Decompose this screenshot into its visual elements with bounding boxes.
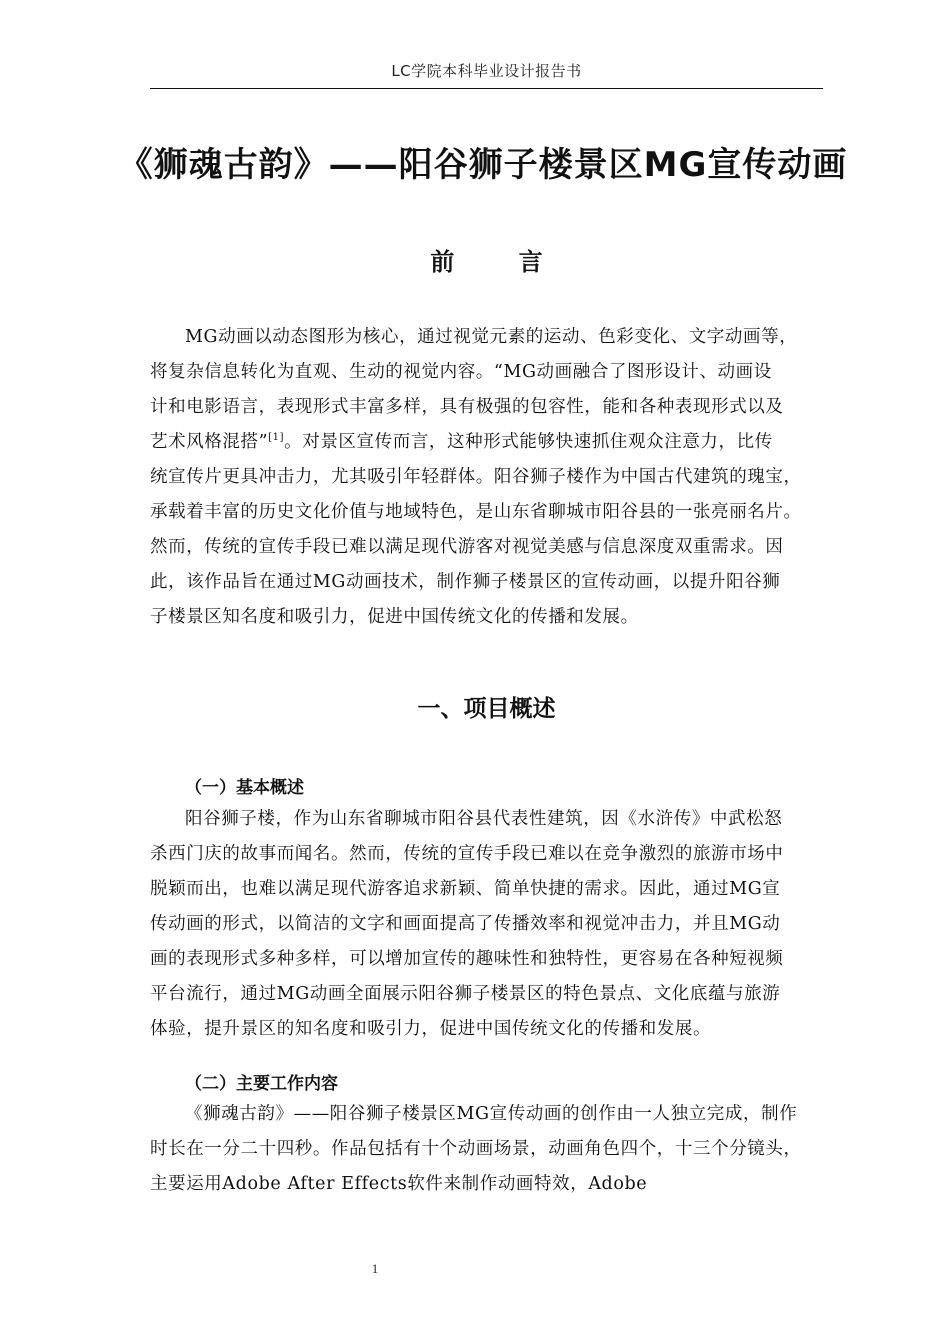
text-line: 主要运用Adobe After Effects软件来制作动画特效，Adobe — [150, 1174, 648, 1194]
text-line: 平台流行，通过MG动画全面展示阳谷狮子楼景区的特色景点、文化底蕴与旅游 — [150, 984, 781, 1004]
text-line: 计和电影语言，表现形式丰富多样，具有极强的包容性，能和各种表现形式以及 — [150, 397, 784, 417]
text-line: 统宣传片更具冲击力，尤其吸引年轻群体。阳谷狮子楼作为中国古代建筑的瑰宝， — [150, 467, 802, 487]
text-line: 阳谷狮子楼，作为山东省聊城市阳谷县代表性建筑，因《水浒传》中武松怒 — [185, 809, 783, 829]
citation-marker: [1] — [268, 432, 285, 444]
text-line: 子楼景区知名度和吸引力，促进中国传统文化的传播和发展。 — [150, 607, 639, 627]
text-line: 画的表现形式多种多样，可以增加宣传的趣味性和独特性，更容易在各种短视频 — [150, 949, 784, 969]
text-line: 此，该作品旨在通过MG动画技术，制作狮子楼景区的宣传动画，以提升阳谷狮 — [150, 572, 781, 592]
text-line: 时长在一分二十四秒。作品包括有十个动画场景，动画角色四个，十三个分镜头， — [150, 1139, 802, 1159]
text-fragment: 艺术风格混搭” — [150, 432, 269, 452]
text-line: MG动画以动态图形为核心，通过视觉元素的运动、色彩变化、文字动画等， — [185, 327, 798, 347]
basic-overview-paragraph — [150, 802, 830, 1047]
text-line: 脱颖而出，也难以满足现代游客追求新颖、简单快捷的需求。因此，通过MG宣 — [150, 879, 781, 899]
work-content-paragraph — [150, 1097, 830, 1202]
running-header: LC学院本科毕业设计报告书 — [391, 62, 582, 80]
text-fragment: 。对景区宣传而言，这种形式能够快速抓住观众注意力，比传 — [284, 432, 773, 452]
document-title: 《狮魂古韵》——阳谷狮子楼景区MG宣传动画 — [118, 145, 848, 185]
text-line-with-citation — [150, 425, 830, 460]
text-line: 将复杂信息转化为直观、生动的视觉内容。“MG动画融合了图形设计、动画设 — [150, 362, 772, 382]
preface-heading: 前 言 — [430, 248, 571, 276]
section-heading: 一、项目概述 — [417, 696, 556, 722]
text-line: 然而，传统的宣传手段已难以满足现代游客对视觉美感与信息深度双重需求。因 — [150, 537, 784, 557]
text-line: 杀西门庆的故事而闻名。然而，传统的宣传手段已难以在竞争激烈的旅游市场中 — [150, 844, 784, 864]
page-number: 1 — [371, 1261, 379, 1276]
header-rule — [150, 88, 823, 89]
subsection-heading: （一）基本概述 — [185, 778, 304, 798]
text-line: 承载着丰富的历史文化价值与地域特色，是山东省聊城市阳谷县的一张亮丽名片。 — [150, 502, 802, 522]
preface-paragraph — [150, 320, 830, 635]
subsection-heading: （二）主要工作内容 — [185, 1074, 338, 1094]
text-line: 传动画的形式，以简洁的文字和画面提高了传播效率和视觉冲击力，并且MG动 — [150, 914, 781, 934]
text-line: 《狮魂古韵》——阳谷狮子楼景区MG宣传动画的创作由一人独立完成，制作 — [185, 1104, 798, 1124]
text-line: 体验，提升景区的知名度和吸引力，促进中国传统文化的传播和发展。 — [150, 1019, 712, 1039]
